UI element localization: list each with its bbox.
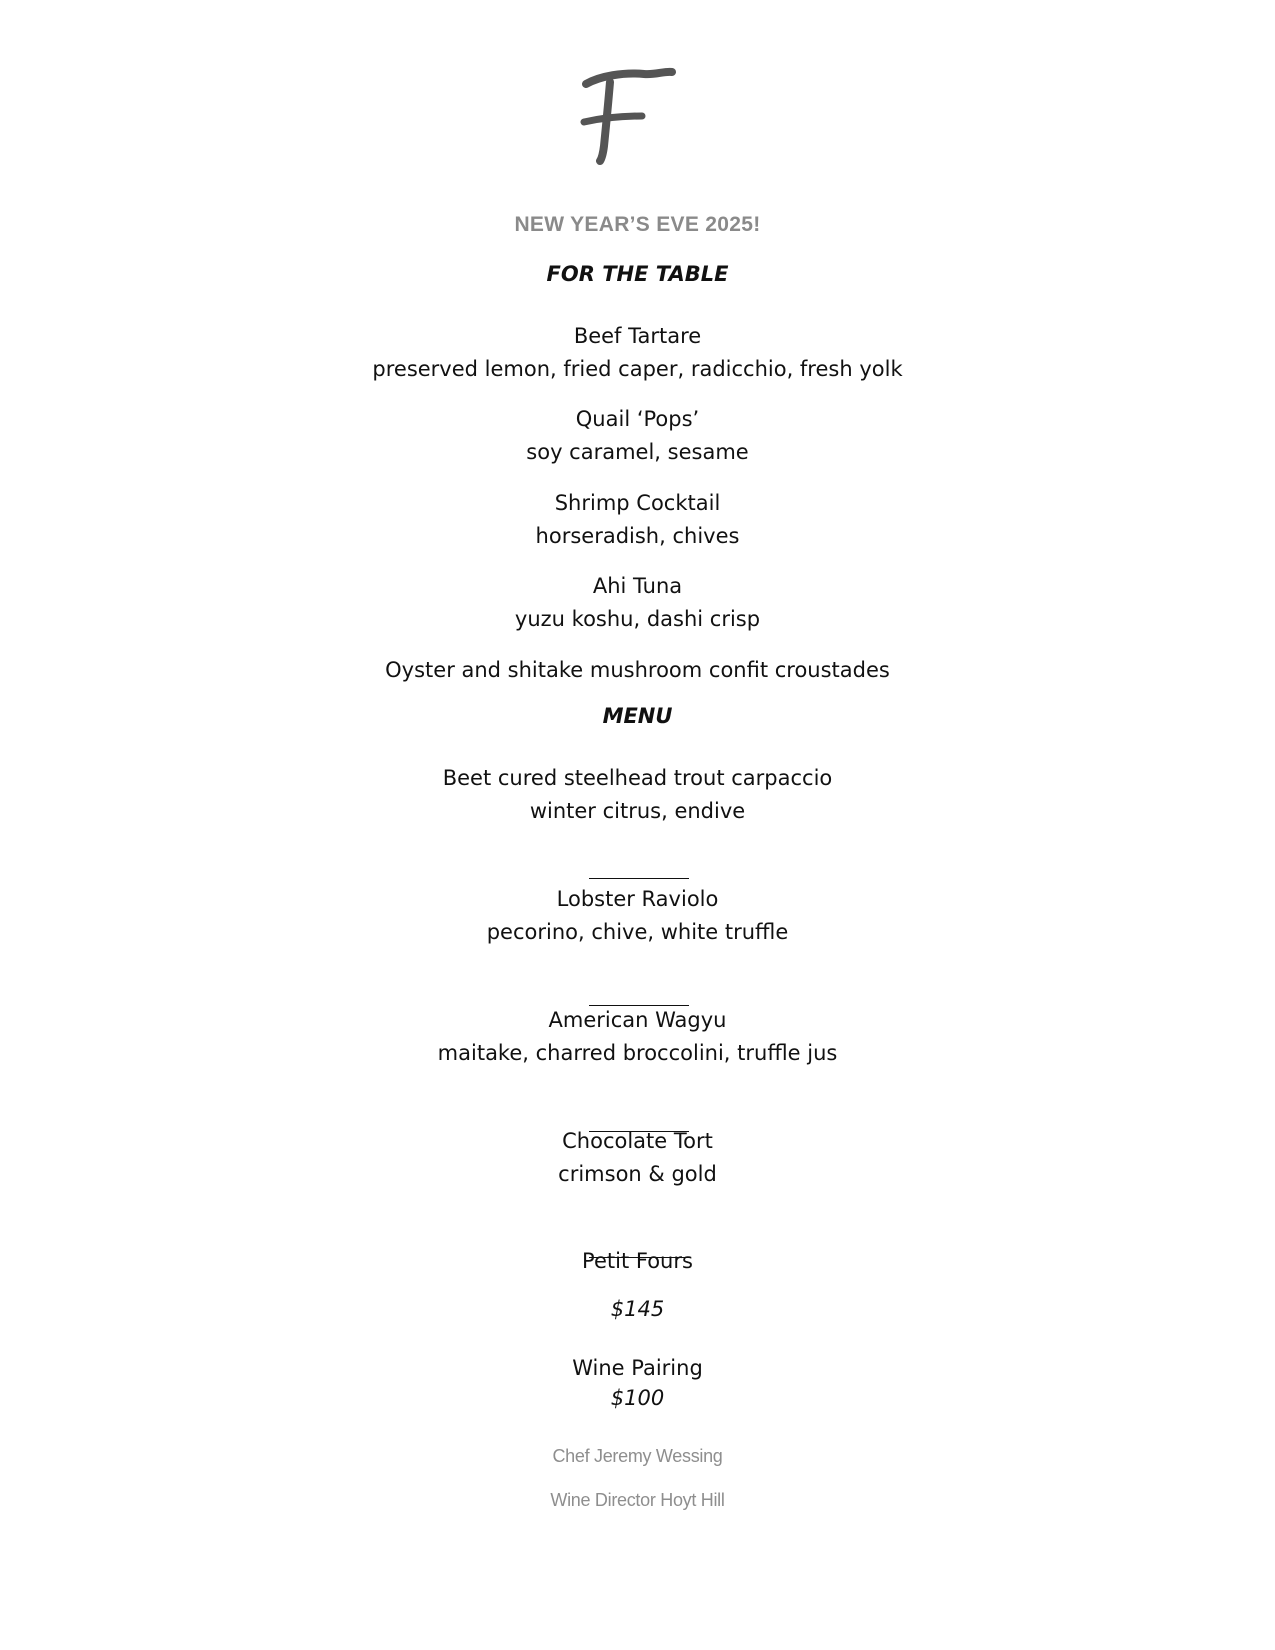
chef-credit: Chef Jeremy Wessing bbox=[552, 1446, 723, 1466]
section-heading-for-the-table: FOR THE TABLE bbox=[546, 262, 729, 286]
dish-description: soy caramel, sesame bbox=[526, 440, 749, 464]
dish-name: American Wagyu bbox=[548, 1008, 727, 1032]
wine-pairing-price: $100 bbox=[610, 1386, 665, 1410]
table-item bbox=[0, 403, 1275, 469]
dish-description: preserved lemon, fried caper, radicchio, fresh yolk bbox=[372, 357, 903, 381]
event-title: NEW YEAR’S EVE 2025! bbox=[514, 213, 761, 236]
table-item bbox=[0, 487, 1275, 553]
menu-course bbox=[0, 1125, 1275, 1191]
table-item bbox=[0, 320, 1275, 386]
dish-name: Quail ‘Pops’ bbox=[575, 407, 700, 431]
dish-description: yuzu koshu, dashi crisp bbox=[514, 607, 761, 631]
dish-description: winter citrus, endive bbox=[529, 799, 746, 823]
table-item: Oyster and shitake mushroom confit croustades bbox=[385, 658, 890, 682]
course-divider bbox=[589, 878, 689, 879]
dish-description: maitake, charred broccolini, truffle jus bbox=[437, 1041, 838, 1065]
dish-name: Ahi Tuna bbox=[592, 574, 683, 598]
menu-price: $145 bbox=[610, 1297, 665, 1321]
dish-description: pecorino, chive, white truffle bbox=[486, 920, 789, 944]
table-item bbox=[0, 570, 1275, 636]
section-heading-menu: MENU bbox=[602, 704, 673, 728]
dish-name: Shrimp Cocktail bbox=[554, 491, 721, 515]
dish-description: horseradish, chives bbox=[535, 524, 740, 548]
wine-director-credit: Wine Director Hoyt Hill bbox=[550, 1490, 725, 1510]
dish-name: Beet cured steelhead trout carpaccio bbox=[442, 766, 833, 790]
dish-name: Beef Tartare bbox=[573, 324, 702, 348]
wine-pairing-label: Wine Pairing bbox=[572, 1356, 703, 1380]
script-f-logo-icon bbox=[580, 66, 690, 176]
dish-name: Lobster Raviolo bbox=[556, 887, 719, 911]
menu-course: Petit Fours bbox=[582, 1249, 693, 1273]
menu-course bbox=[0, 762, 1275, 828]
menu-course bbox=[0, 883, 1275, 949]
dish-name: Chocolate Tort bbox=[562, 1129, 713, 1153]
menu-course bbox=[0, 1004, 1275, 1070]
dish-description: crimson & gold bbox=[558, 1162, 717, 1186]
